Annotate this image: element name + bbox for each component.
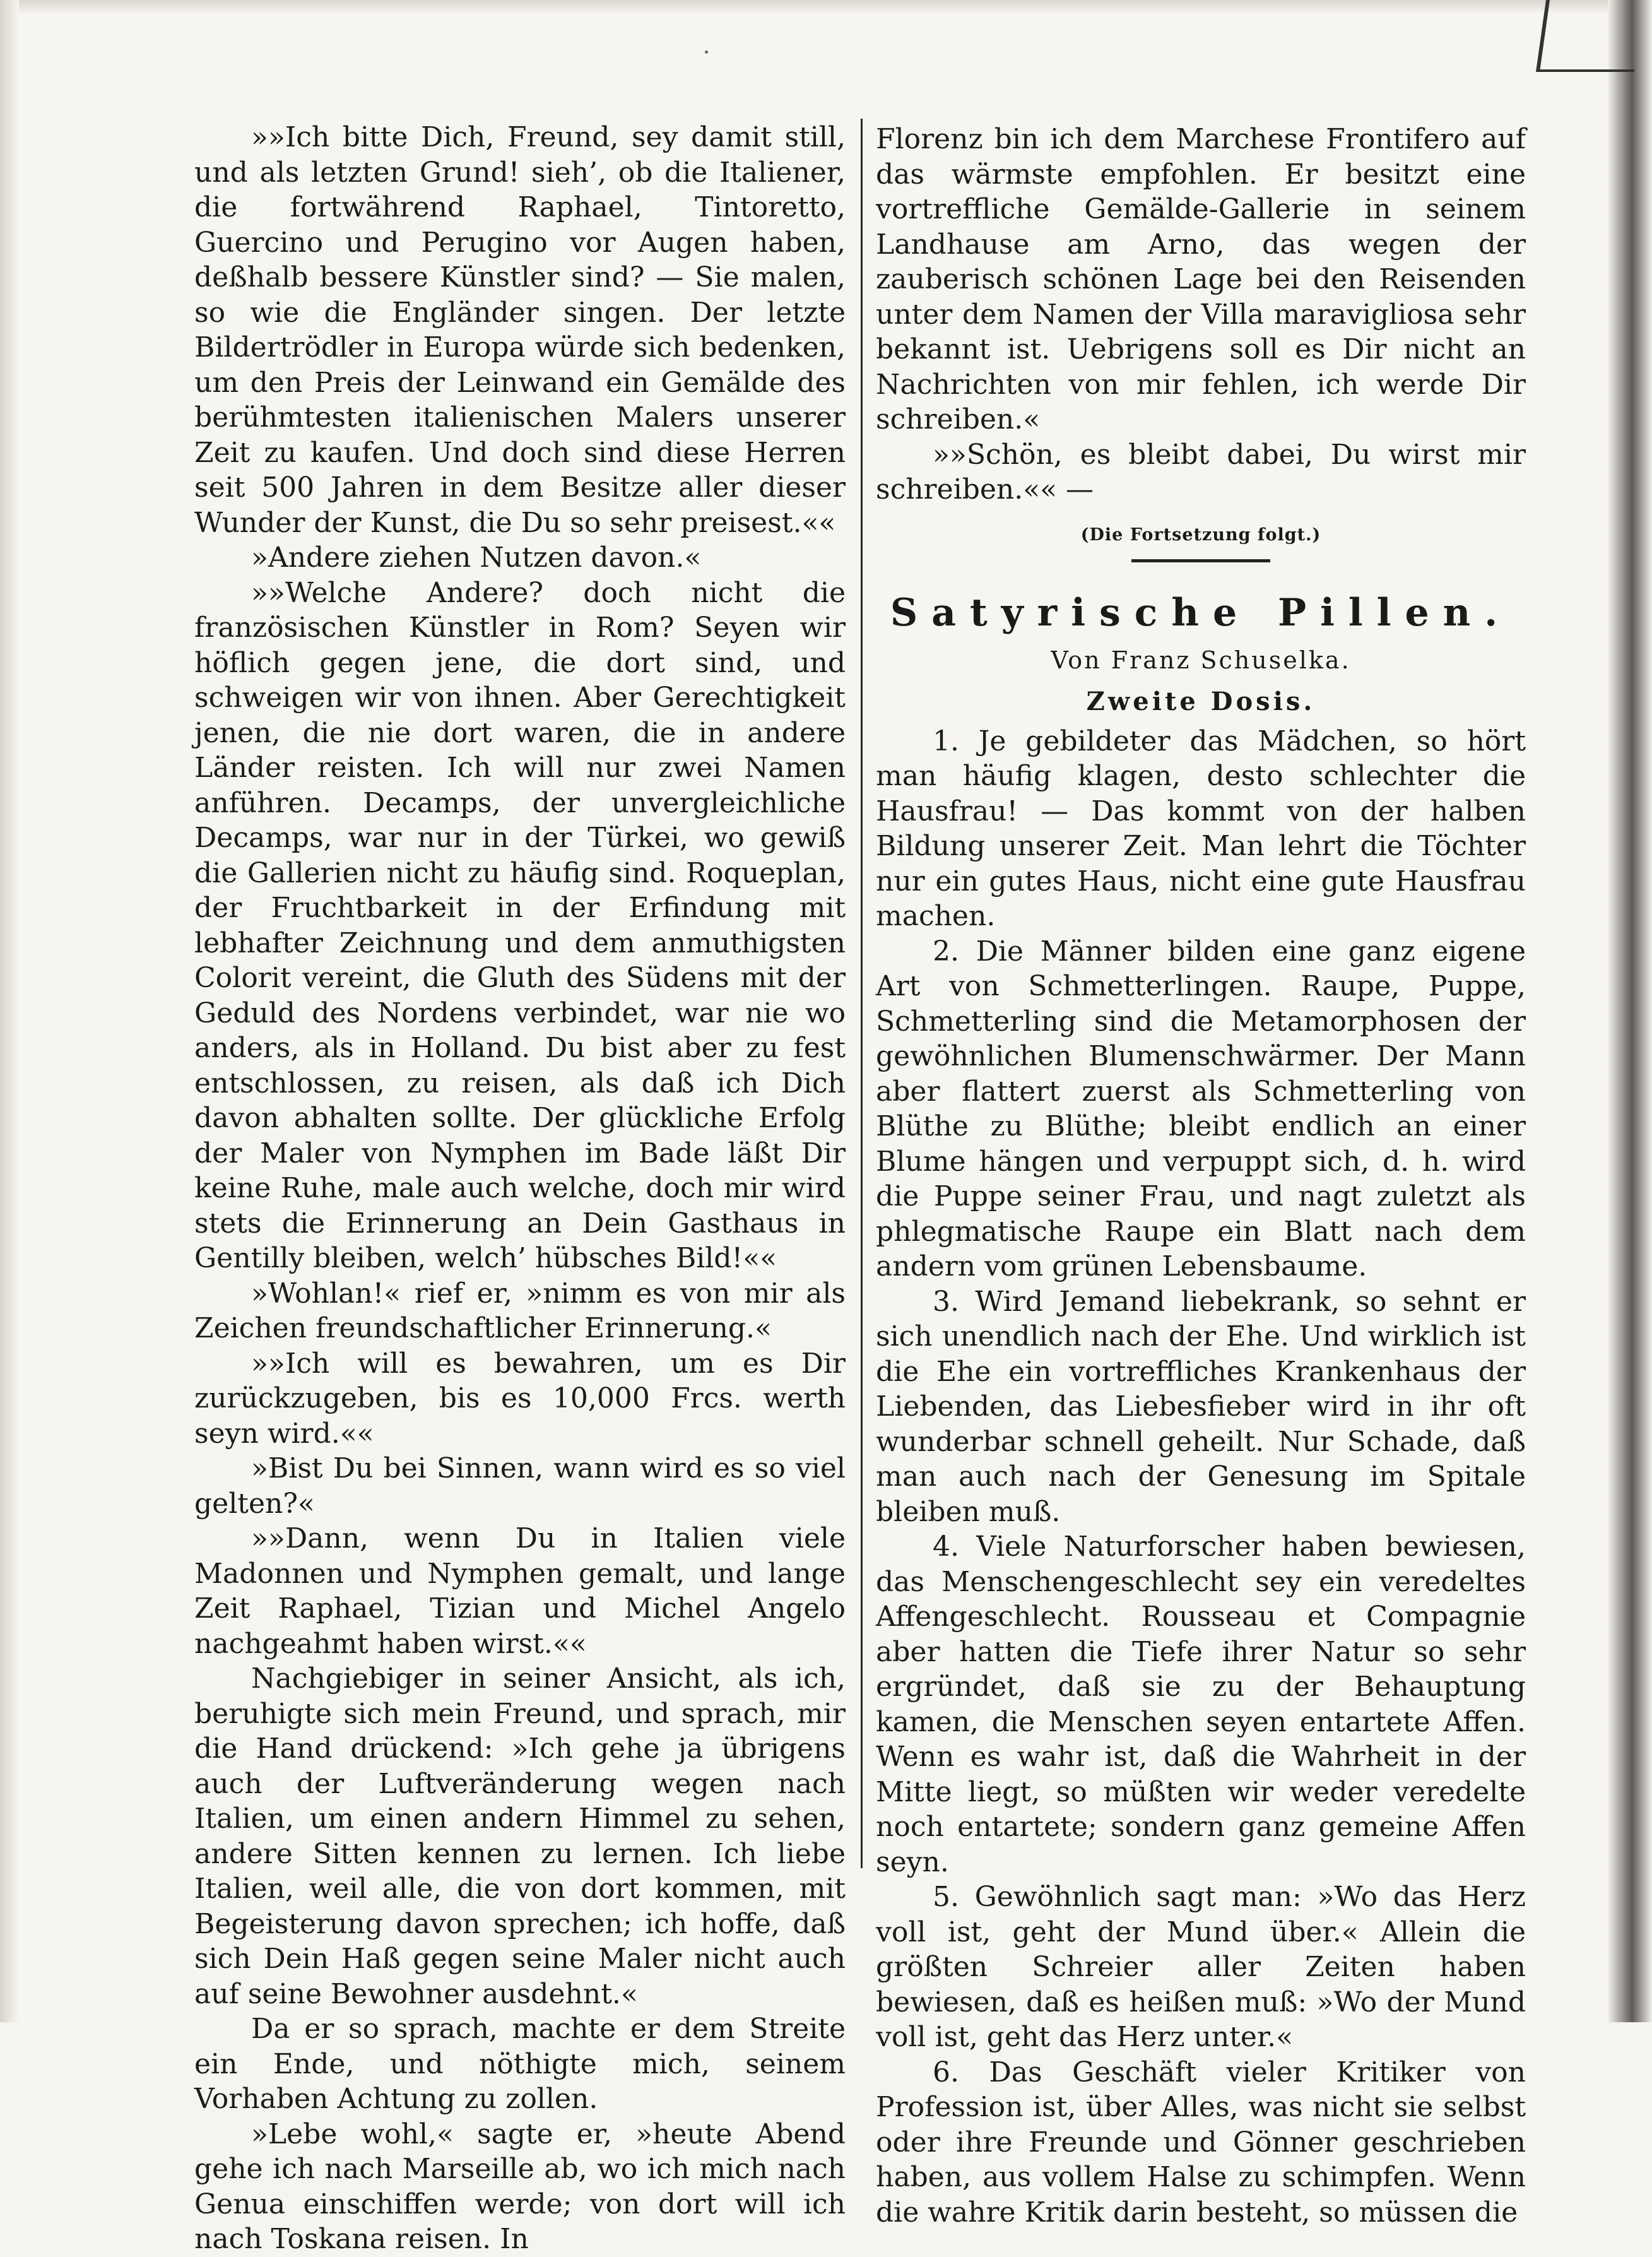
corner-mark	[1536, 0, 1644, 72]
list-item: 6. Das Geschäft vieler Kritiker von Profession ist, über Alles, was nicht sie selbst oder ihre Freunde und Gönner geschrieben haben, aus vollem Halse zu schimpfen. Wenn die wahre Kritik darin besteht, so müssen die	[876, 2056, 1526, 2229]
section-rule	[1131, 559, 1270, 562]
paragraph: »»Ich will es bewahren, um es Dir zurückzugeben, bis es 10,000 Frcs. werth seyn wird.««	[194, 1347, 846, 1450]
paragraph: »Andere ziehen Nutzen davon.«	[251, 542, 702, 574]
paragraph: Nachgiebiger in seiner Ansicht, als ich, beruhigte sich mein Freund, und sprach, mir die Hand drückend: »Ich gehe ja übrigens auch der Luftveränderung wegen nach Italien, um einen andern Himmel zu sehen, andere Sitten kennen zu lernen. Ich liebe Italien, weil alle, die von dort kommen, mit Begeisterung davon sprechen; ich hoffe, daß sich Dein Haß gegen seine Maler nicht auch auf seine Bewohner ausdehnt.«	[194, 1662, 846, 2010]
paragraph: »Lebe wohl,« sagte er, »heute Abend gehe ich nach Marseille ab, wo ich mich nach Genua einschiffen werde; von dort will ich nach Toskana reisen. In	[194, 2118, 846, 2255]
left-column	[194, 120, 846, 2257]
article-title: Satyrische Pillen.	[890, 590, 1512, 635]
page-top-edge	[0, 0, 1652, 14]
paragraph: »Bist Du bei Sinnen, wann wird es so viel gelten?«	[194, 1452, 846, 1520]
paragraph: »»Ich bitte Dich, Freund, sey damit still, und als letzten Grund! sieh’, ob die Italiener, die fortwährend Raphael, Tintoretto, Guercino und Perugino vor Augen haben, deßhalb bessere Künstler sind? — Sie malen, so wie die Engländer singen. Der letzte Bildertrödler in Europa würde sich bedenken, um den Preis der Leinwand ein Gemälde des berühmtesten italienischen Malers unserer Zeit zu kaufen. Und doch sind diese Herren seit 500 Jahren in dem Besitze aller dieser Wunder der Kunst, die Du so sehr preisest.««	[194, 121, 846, 539]
continuation-paragraph: Florenz bin ich dem Marchese Frontifero auf das wärmste empfohlen. Er besitzt eine vortreffliche Gemälde-Gallerie in seinem Landhause am Arno, das wegen der zauberisch schönen Lage bei den Reisenden unter dem Namen der Villa maravigliosa sehr bekannt ist. Uebrigens soll es Dir nicht an Nachrichten von mir fehlen, ich werde Dir schreiben.«	[876, 123, 1526, 435]
list-item: 5. Gewöhnlich sagt man: »Wo das Herz voll ist, geht der Mund über.« Allein die größten Schreier aller Zeiten haben bewiesen, daß es heißen muß: »Wo der Mund voll ist, geht das Herz unter.«	[876, 1881, 1526, 2053]
list-item: 3. Wird Jemand liebekrank, so sehnt er sich unendlich nach der Ehe. Und wirklich ist die Ehe ein vortreffliches Krankenhaus der Liebenden, das Liebesfieber wird in ihr oft wunderbar schnell geheilt. Nur Schade, daß man auch nach der Genesung im Spitale bleiben muß.	[876, 1285, 1526, 1528]
list-item: 4. Viele Naturforscher haben bewiesen, das Menschengeschlecht sey ein veredeltes Affengeschlecht. Rousseau et Compagnie aber hatten die Tiefe ihrer Natur so sehr ergründet, daß sie zu der Behauptung kamen, die Menschen seyen entartete Affen. Wenn es wahr ist, daß die Wahrheit in der Mitte liegt, so müßten wir weder veredelte noch entartete; sondern ganz gemeine Affen seyn.	[876, 1531, 1526, 1878]
page-right-edge	[1608, 0, 1652, 2022]
page-speck	[705, 50, 708, 54]
list-item: 1. Je gebildeter das Mädchen, so hört man häufig klagen, desto schlechter die Hausfrau! — Das kommt von der halben Bildung unserer Zeit. Man lehrt die Töchter nur ein gutes Haus, nicht eine gute Hausfrau machen.	[876, 725, 1526, 932]
article-author: Von Franz Schuselka.	[1051, 646, 1351, 674]
closing-line: »»Schön, es bleibt dabei, Du wirst mir schreiben.«« —	[876, 438, 1526, 506]
paragraph: »Wohlan!« rief er, »nimm es von mir als Zeichen freundschaftlicher Erinnerung.«	[194, 1277, 846, 1344]
page-binding-shadow	[0, 0, 19, 2022]
right-column	[876, 122, 1526, 2230]
article-subtitle: Zweite Dosis.	[1086, 686, 1316, 716]
column-divider	[861, 119, 863, 1868]
paragraph: »»Welche Andere? doch nicht die französischen Künstler in Rom? Seyen wir höflich gegen jene, die dort sind, und schweigen wir von ihnen. Aber Gerechtigkeit jenen, die nie dort waren, die in andere Länder reisten. Ich will nur zwei Namen anführen. Decamps, der unvergleichliche Decamps, war nur in der Türkei, wo gewiß die Gallerien nicht zu häufig sind. Roqueplan, der Fruchtbarkeit in der Erfindung mit lebhafter Zeichnung und dem anmuthigsten Colorit vereint, die Gluth des Südens mit der Geduld des Nordens verbindet, war nie wo anders, als in Holland. Du bist aber zu fest entschlossen, zu reisen, als daß ich Dich davon abhalten sollte. Der glückliche Erfolg der Maler von Nymphen im Bade läßt Dir keine Ruhe, male auch welche, doch mir wird stets die Erinnerung an Dein Gasthaus in Gentilly bleiben, welch’ hübsches Bild!««	[194, 576, 846, 1274]
list-item: 2. Die Männer bilden eine ganz eigene Art von Schmetterlingen. Raupe, Puppe, Schmetterling sind die Metamorphosen der gewöhnlichen Blumenschwärmer. Der Mann aber flattert zuerst als Schmetterling von Blüthe zu Blüthe; bleibt endlich an einer Blume hängen und verpuppt sich, d. h. wird die Puppe seiner Frau, und nagt zuletzt als phlegmatische Raupe ein Blatt nach dem andern vom grünen Lebensbaume.	[876, 935, 1526, 1283]
continuation-note: (Die Fortsetzung folgt.)	[1080, 524, 1321, 545]
paragraph: »»Dann, wenn Du in Italien viele Madonnen und Nymphen gemalt, und lange Zeit Raphael, Tizian und Michel Angelo nachgeahmt haben wirst.««	[194, 1522, 846, 1660]
paragraph: Da er so sprach, machte er dem Streite ein Ende, und nöthigte mich, seinem Vorhaben Achtung zu zollen.	[194, 2013, 846, 2115]
